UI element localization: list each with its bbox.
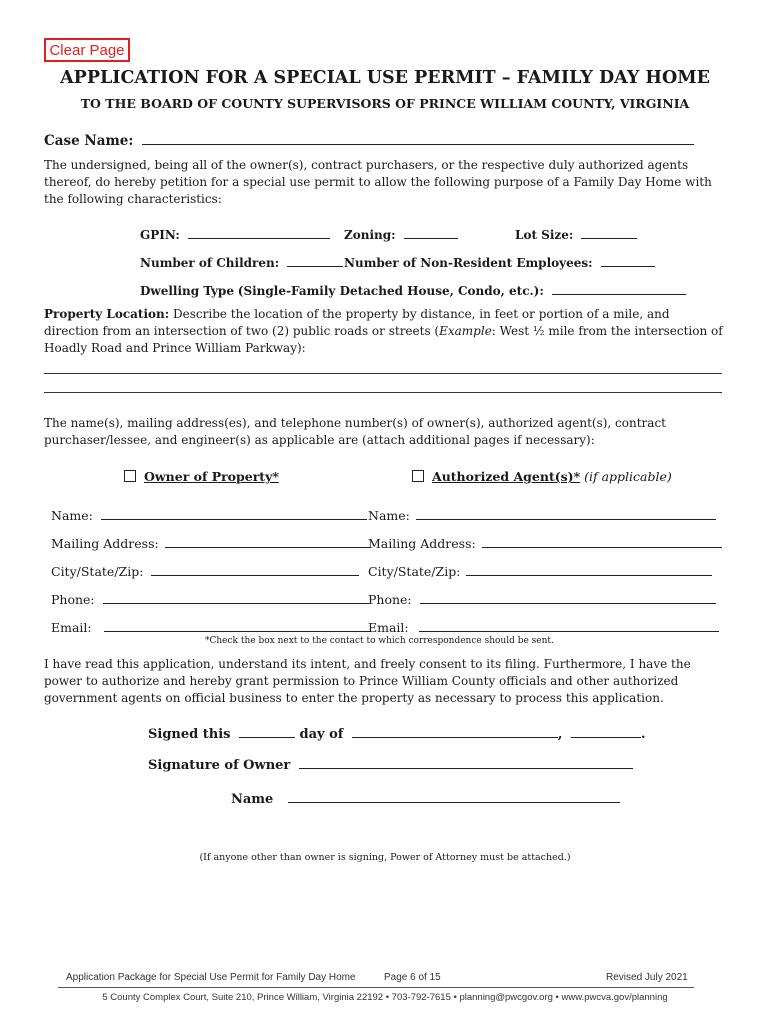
dwelling-type-label: Dwelling Type (140, 284, 234, 298)
signature-owner-row (148, 758, 633, 773)
agent-phone-input[interactable] (420, 602, 716, 604)
signer-name-label: Name (231, 792, 274, 807)
agent-name-label: Name: (368, 508, 410, 523)
footer-package: Application Package for Special Use Permit for Family Day Home (66, 972, 356, 983)
agent-phone-row (368, 592, 716, 607)
example-label: Example (439, 324, 492, 338)
owner-mailing-input[interactable] (165, 546, 371, 548)
owner-name-row (51, 508, 367, 523)
lot-size-label: Lot Size: (515, 228, 574, 242)
signed-this-row (148, 727, 646, 742)
property-location-line-1[interactable] (44, 373, 722, 374)
gpin-input[interactable] (188, 237, 330, 239)
day-of-label: day of (299, 727, 344, 742)
owner-city-label: City/State/Zip: (51, 564, 144, 579)
agent-email-label: Email: (368, 620, 409, 635)
gpin-label: GPIN: (140, 228, 180, 242)
case-name-input[interactable] (142, 143, 694, 145)
gpin-row (140, 228, 330, 242)
owner-city-input[interactable] (151, 574, 359, 576)
non-resident-input[interactable] (601, 265, 655, 267)
dwelling-type-input[interactable] (552, 293, 686, 295)
owner-phone-row (51, 592, 369, 607)
names-paragraph: The name(s), mailing address(es), and telephone number(s) of owner(s), authorized agent(s), contract purchaser/lessee, and engineer(s) as applicable are (attach additional pages if necessary): (44, 416, 666, 447)
owner-mailing-label: Mailing Address: (51, 536, 159, 551)
num-children-input[interactable] (287, 265, 343, 267)
agent-mailing-input[interactable] (482, 546, 722, 548)
signed-month-input[interactable] (352, 736, 558, 738)
signature-owner-label: Signature of Owner (148, 758, 291, 773)
num-children-label: Number of Children: (140, 256, 280, 270)
owner-email-input[interactable] (104, 630, 370, 632)
signer-name-input[interactable] (288, 801, 620, 803)
owner-phone-input[interactable] (103, 602, 369, 604)
page-title: APPLICATION FOR A SPECIAL USE PERMIT – FAMILY DAY HOME (60, 68, 710, 88)
owner-name-input[interactable] (101, 518, 367, 520)
owner-checkbox[interactable] (124, 470, 136, 482)
property-location-paragraph (44, 306, 724, 357)
owner-mailing-row (51, 536, 371, 551)
signer-name-row (231, 792, 620, 807)
consent-paragraph: I have read this application, understand its intent, and freely consent to its filing. Furthermore, I have the power to authorize and hereby grant permission to Prince William County officials and other authorized government agents on official business to enter the property as necessary to process this application. (44, 657, 691, 705)
example-text: : West ½ mile from the intersection of Hoadly Road and Prince William Parkway): (44, 324, 723, 355)
children-row (140, 256, 343, 270)
agent-heading (412, 469, 672, 484)
footer-page-number: Page 6 of 15 (384, 972, 441, 983)
agent-note: (if applicable) (584, 469, 672, 484)
footer-address: 5 County Complex Court, Suite 210, Prince William, Virginia 22192 • 703-792-7615 • planning@pwcgov.org • www.pwcva.gov/planning (102, 992, 668, 1003)
agent-mailing-row (368, 536, 722, 551)
owner-email-label: Email: (51, 620, 92, 635)
zoning-label: Zoning: (344, 228, 396, 242)
check-note: *Check the box next to the contact to which correspondence should be sent. (205, 636, 554, 646)
intro-paragraph: The undersigned, being all of the owner(s), contract purchasers, or the respective duly authorized agents thereof, do hereby petition for a special use permit to allow the following purpose of a Family Day Home with the following characteristics: (44, 158, 712, 206)
agent-mailing-label: Mailing Address: (368, 536, 476, 551)
owner-email-row (51, 620, 370, 635)
signed-comma: , (557, 727, 563, 742)
dwelling-type-row (140, 284, 686, 298)
zoning-input[interactable] (404, 237, 458, 239)
agent-name-row (368, 508, 716, 523)
agent-email-input[interactable] (419, 630, 719, 632)
case-name-label: Case Name: (44, 133, 134, 149)
agent-checkbox[interactable] (412, 470, 424, 482)
property-location-text: Describe the location of the property by distance, in feet or portion of a mile, and direction from an intersection of two (2) public roads or streets ( (44, 307, 670, 338)
signature-owner-input[interactable] (299, 767, 633, 769)
signed-period: . (640, 727, 646, 742)
non-resident-row (344, 256, 655, 270)
owner-heading (124, 469, 279, 484)
agent-phone-label: Phone: (368, 592, 412, 607)
signed-day-input[interactable] (239, 736, 295, 738)
agent-heading-label: Authorized Agent(s)* (432, 469, 581, 484)
agent-city-input[interactable] (466, 574, 712, 576)
agent-city-row (368, 564, 712, 579)
footer-revised: Revised July 2021 (606, 972, 688, 983)
owner-heading-label: Owner of Property* (144, 469, 279, 484)
owner-name-label: Name: (51, 508, 93, 523)
signed-year-input[interactable] (571, 736, 641, 738)
lot-size-row (515, 228, 637, 242)
clear-page-button[interactable]: Clear Page (44, 38, 130, 62)
owner-phone-label: Phone: (51, 592, 95, 607)
zoning-row (344, 228, 458, 242)
footer-divider (58, 987, 694, 988)
poa-note: (If anyone other than owner is signing, Power of Attorney must be attached.) (199, 852, 571, 863)
signed-this-label: Signed this (148, 727, 231, 742)
non-resident-label: Number of Non-Resident Employees: (344, 256, 593, 270)
agent-name-input[interactable] (416, 518, 716, 520)
agent-email-row (368, 620, 719, 635)
case-name-row (44, 133, 694, 149)
owner-city-row (51, 564, 359, 579)
agent-city-label: City/State/Zip: (368, 564, 461, 579)
property-location-line-2[interactable] (44, 392, 722, 393)
dwelling-type-hint: (Single-Family Detached House, Condo, etc.): (237, 284, 544, 298)
page-subtitle: TO THE BOARD OF COUNTY SUPERVISORS OF PRINCE WILLIAM COUNTY, VIRGINIA (80, 96, 690, 111)
lot-size-input[interactable] (581, 237, 637, 239)
property-location-label: Property Location: (44, 307, 170, 321)
